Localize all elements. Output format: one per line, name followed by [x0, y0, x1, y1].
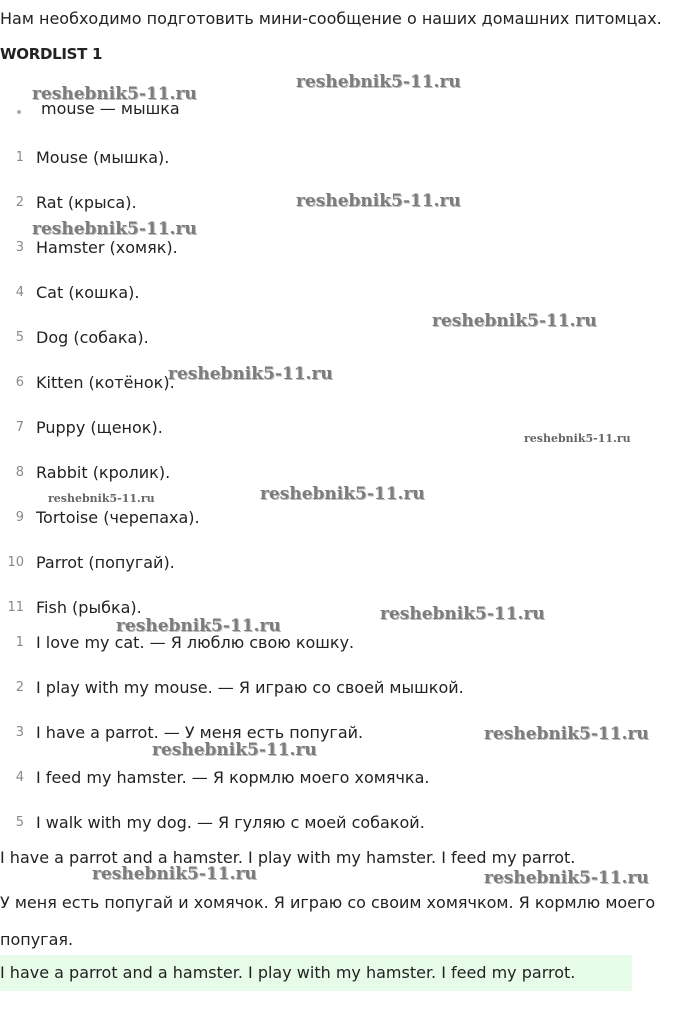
- highlighted-english-text: I have a parrot and a hamster. I play with my hamster. I feed my parrot.: [0, 963, 576, 982]
- watermark: reshebnik5-11.ru: [296, 72, 461, 92]
- sentence-item: I have a parrot. — У меня есть попугай.: [36, 723, 364, 742]
- word-number: 9: [15, 510, 24, 525]
- word-item: Tortoise (черепаха).: [36, 508, 200, 527]
- paragraph-russian-line1: У меня есть попугай и хомячок. Я играю со своим хомячком. Я кормлю моего: [0, 893, 656, 912]
- watermark: reshebnik5-11.ru: [48, 492, 155, 505]
- watermark: reshebnik5-11.ru: [260, 484, 425, 504]
- watermark: reshebnik5-11.ru: [484, 868, 649, 888]
- word-item: Rat (крыса).: [36, 193, 137, 212]
- sentence-number: 1: [15, 635, 24, 650]
- watermark: reshebnik5-11.ru: [524, 432, 631, 445]
- watermark: reshebnik5-11.ru: [432, 311, 597, 331]
- word-number: 8: [15, 465, 24, 480]
- word-number: 7: [15, 420, 24, 435]
- watermark: reshebnik5-11.ru: [32, 84, 197, 104]
- sentence-item: I feed my hamster. — Я кормлю моего хомячка.: [36, 768, 430, 787]
- paragraph-english: I have a parrot and a hamster. I play with my hamster. I feed my parrot.: [0, 848, 576, 867]
- sentence-number: 4: [15, 770, 24, 785]
- watermark: reshebnik5-11.ru: [168, 364, 333, 384]
- word-number: 2: [15, 195, 24, 210]
- watermark: reshebnik5-11.ru: [380, 604, 545, 624]
- watermark: reshebnik5-11.ru: [152, 740, 317, 760]
- word-number: 10: [7, 555, 24, 570]
- word-item: Hamster (хомяк).: [36, 238, 178, 257]
- sentence-number: 3: [15, 725, 24, 740]
- watermark: reshebnik5-11.ru: [92, 864, 257, 884]
- sentence-number: 5: [15, 815, 24, 830]
- word-item: Dog (собака).: [36, 328, 149, 347]
- word-item: Puppy (щенок).: [36, 418, 163, 437]
- intro-text: Нам необходимо подготовить мини-сообщение о наших домашних питомцах.: [0, 9, 662, 28]
- bullet-dot: [17, 110, 21, 114]
- paragraph-russian-line2: попугая.: [0, 930, 74, 949]
- sentence-item: I love my cat. — Я люблю свою кошку.: [36, 633, 355, 652]
- bullet-item: mouse — мышка: [41, 99, 180, 118]
- word-item: Cat (кошка).: [36, 283, 140, 302]
- wordlist-title: WORDLIST 1: [0, 45, 103, 63]
- word-number: 3: [15, 240, 24, 255]
- watermark: reshebnik5-11.ru: [484, 724, 649, 744]
- word-item: Mouse (мышка).: [36, 148, 170, 167]
- watermark: reshebnik5-11.ru: [296, 191, 461, 211]
- word-number: 4: [15, 285, 24, 300]
- word-item: Kitten (котёнок).: [36, 373, 175, 392]
- word-item: Rabbit (кролик).: [36, 463, 171, 482]
- word-item: Fish (рыбка).: [36, 598, 142, 617]
- word-number: 5: [15, 330, 24, 345]
- sentence-item: I walk with my dog. — Я гуляю с моей собакой.: [36, 813, 425, 832]
- word-number: 1: [15, 150, 24, 165]
- watermark: reshebnik5-11.ru: [32, 219, 197, 239]
- sentence-number: 2: [15, 680, 24, 695]
- sentence-item: I play with my mouse. — Я играю со своей мышкой.: [36, 678, 464, 697]
- word-item: Parrot (попугай).: [36, 553, 175, 572]
- word-number: 6: [15, 375, 24, 390]
- word-number: 11: [7, 600, 24, 615]
- watermark: reshebnik5-11.ru: [116, 616, 281, 636]
